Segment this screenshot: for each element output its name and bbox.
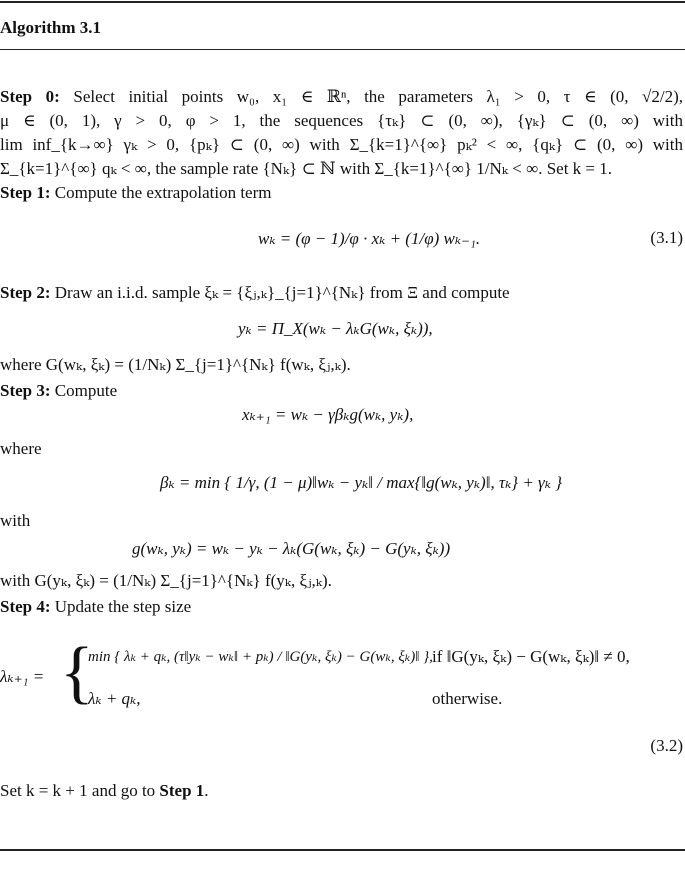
lambda-case1: min { λₖ + qₖ, (τ‖yₖ − wₖ‖ + pₖ) / ‖G(yₖ, ξₖ) − G(wₖ, ξₖ)‖ }, xyxy=(88,649,433,665)
step4-label: Step 4: xyxy=(0,597,51,616)
equation-g: g(wₖ, yₖ) = wₖ − yₖ − λₖ(G(wₖ, ξₖ) − G(yₖ, ξₖ)) xyxy=(132,539,451,558)
eq-number-3-2: (3.2) xyxy=(650,736,683,755)
algorithm-title: Algorithm 3.1 xyxy=(0,18,102,37)
step0-label: Step 0: xyxy=(0,87,60,106)
step4-text: Update the step size xyxy=(54,597,192,616)
step3-text: Compute xyxy=(54,381,118,400)
step1-label: Step 1: xyxy=(0,183,51,202)
step1-text: Compute the extrapolation term xyxy=(54,183,272,202)
step0-line2: μ ∈ (0, 1), γ > 0, φ > 1, the sequences {τₖ} ⊂ (0, ∞), {γₖ} ⊂ (0, ∞) with xyxy=(0,111,683,130)
lambda-cond1: if ‖G(yₖ, ξₖ) − G(wₖ, ξₖ)‖ ≠ 0, xyxy=(432,647,630,666)
equation-lambda-lhs: λₖ₊₁ = xyxy=(0,667,45,686)
step3-with-G: with G(yₖ, ξₖ) = (1/Nₖ) Σ_{j=1}^{Nₖ} f(yₖ, ξⱼ,ₖ). xyxy=(0,571,332,590)
step3-with: with xyxy=(0,511,31,530)
equation-y: yₖ = Π_X(wₖ − λₖG(wₖ, ξₖ)), xyxy=(238,319,433,338)
step2-label: Step 2: xyxy=(0,283,51,302)
step3-label: Step 3: xyxy=(0,381,51,400)
left-brace: { xyxy=(60,634,94,711)
step2 xyxy=(0,282,683,304)
eq-number-3-1: (3.1) xyxy=(650,228,683,247)
top-rule xyxy=(0,1,685,3)
final-period: . xyxy=(204,781,209,800)
step1-reference: Step 1 xyxy=(159,781,205,800)
step2-where: where G(wₖ, ξₖ) = (1/Nₖ) Σ_{j=1}^{Nₖ} f(wₖ, ξⱼ,ₖ). xyxy=(0,355,351,374)
step0-line1 xyxy=(0,86,683,108)
final-text: Set k = k + 1 and go to xyxy=(0,781,160,800)
lambda-cond2: otherwise. xyxy=(432,689,503,708)
step0-text: Select initial points w₀, x₁ ∈ ℝⁿ, the parameters λ₁ > 0, τ ∈ (0, √2/2), xyxy=(73,87,684,106)
equation-3-1: wₖ = (φ − 1)/φ · xₖ + (1/φ) wₖ₋₁. xyxy=(258,229,481,248)
step2-text: Draw an i.i.d. sample ξₖ = {ξⱼ,ₖ}_{j=1}^{Nₖ} from Ξ and compute xyxy=(54,283,510,302)
title-rule xyxy=(0,49,685,50)
equation-x: xₖ₊₁ = wₖ − γβₖg(wₖ, yₖ), xyxy=(242,405,414,424)
bottom-rule xyxy=(0,849,685,851)
step4 xyxy=(0,596,683,618)
step0-line4: Σ_{k=1}^{∞} qₖ < ∞, the sample rate {Nₖ} ⊂ ℕ with Σ_{k=1}^{∞} 1/Nₖ < ∞. Set k = 1. xyxy=(0,159,613,178)
step1 xyxy=(0,182,683,204)
lambda-case2: λₖ + qₖ, xyxy=(88,689,141,708)
step3-where: where xyxy=(0,439,42,458)
step0-line3: lim inf_{k→∞} γₖ > 0, {pₖ} ⊂ (0, ∞) with Σ_{k=1}^{∞} pₖ² < ∞, {qₖ} ⊂ (0, ∞) with xyxy=(0,135,683,154)
final-line xyxy=(0,780,683,802)
step3 xyxy=(0,380,683,402)
equation-beta: βₖ = min { 1/γ, (1 − μ)‖wₖ − yₖ‖ / max{‖g(wₖ, yₖ)‖, τₖ} + γₖ } xyxy=(160,473,562,492)
